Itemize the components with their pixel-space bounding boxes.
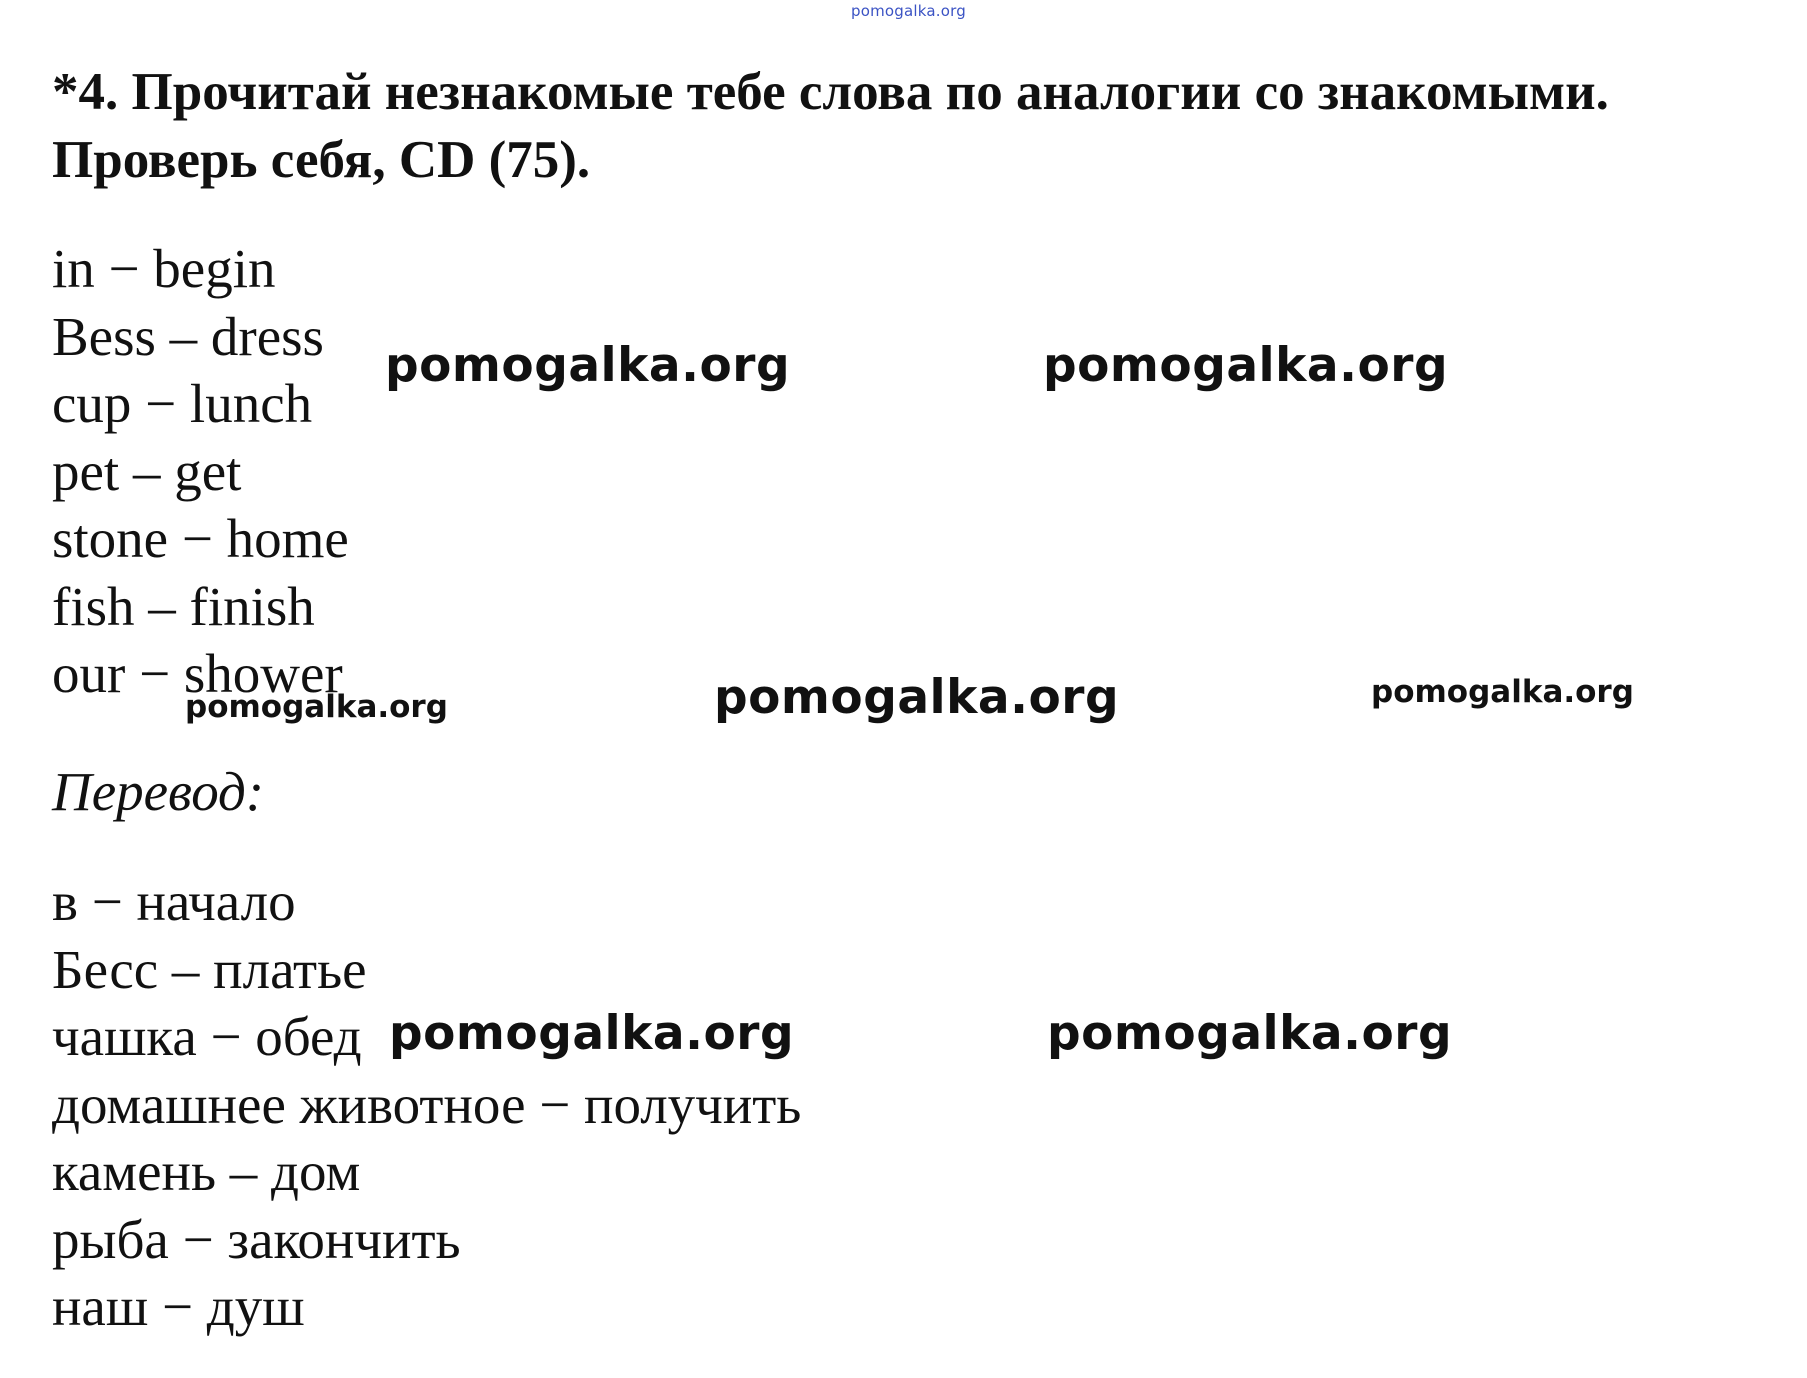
site-watermark-top: pomogalka.org <box>851 2 966 20</box>
word-pair: наш − душ <box>52 1276 305 1337</box>
watermark: pomogalka.org <box>714 670 1120 725</box>
watermark: pomogalka.org <box>1371 674 1634 710</box>
word-pair: stone − home <box>52 508 349 569</box>
word-pair: чашка − обед <box>52 1006 362 1067</box>
word-pair: в − начало <box>52 871 296 932</box>
watermark: pomogalka.org <box>389 1006 795 1061</box>
word-pair: рыба − закончить <box>52 1208 461 1270</box>
word-pair: our − shower <box>52 643 343 704</box>
watermark: pomogalka.org <box>1047 1006 1453 1061</box>
task-heading: *4. Прочитай незнакомые тебе слова по аналогии со знакомыми. Проверь себя, CD (75). <box>52 63 1609 189</box>
word-pair: cup − lunch <box>52 373 313 434</box>
watermark: pomogalka.org <box>185 689 448 725</box>
word-pair: fish – finish <box>52 575 315 637</box>
word-pair: pet – get <box>52 440 242 502</box>
watermark: pomogalka.org <box>385 338 791 393</box>
russian-word-list <box>52 868 801 1341</box>
watermark: pomogalka.org <box>1043 338 1449 393</box>
word-pair: камень – дом <box>52 1141 361 1202</box>
word-pair: Bess – dress <box>52 305 324 367</box>
english-word-list <box>52 235 349 708</box>
translation-label: Перевод: <box>52 761 265 822</box>
word-pair: in − begin <box>52 238 276 299</box>
word-pair: домашнее животное − получить <box>52 1073 802 1135</box>
word-pair: Бесс – платье <box>52 938 367 1000</box>
